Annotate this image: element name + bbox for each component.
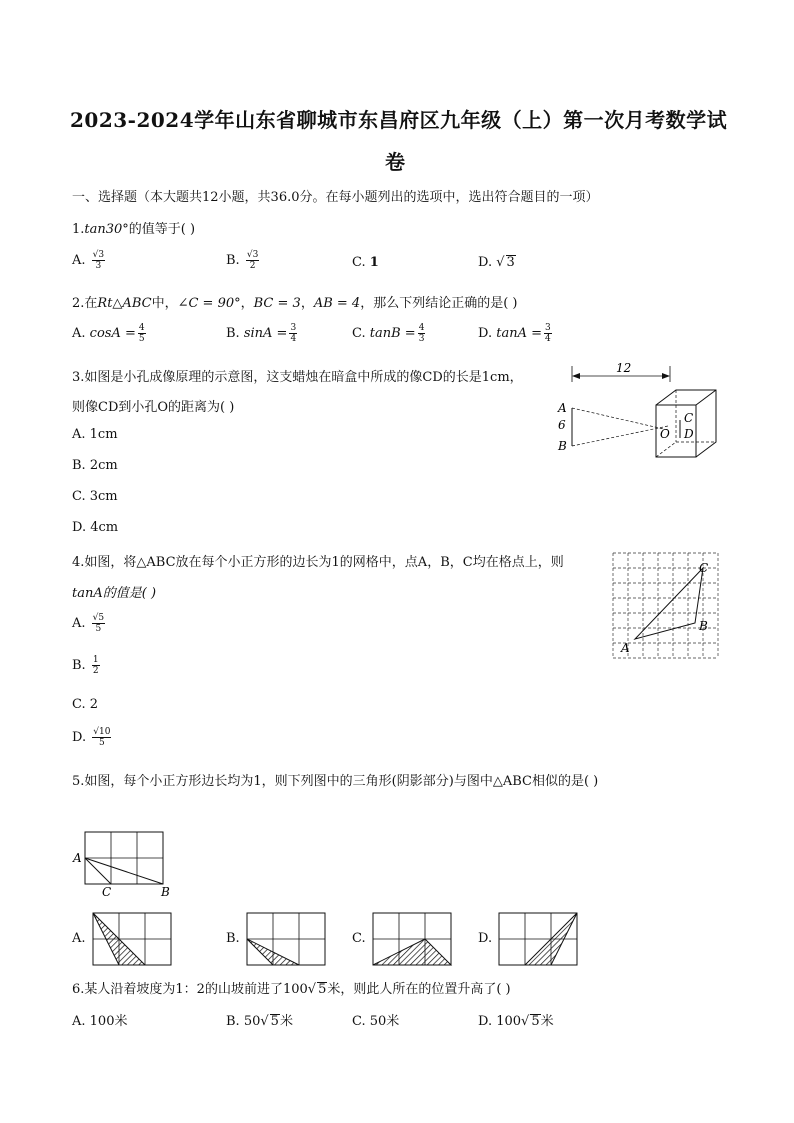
q5-option-b[interactable]: B. <box>226 931 240 946</box>
q4-option-b[interactable]: B. $\frac{1}{2}$ <box>72 655 99 676</box>
q2-option-d[interactable]: D. tanA = $\frac{3}{4}$ <box>478 323 551 344</box>
q5-option-d-figure <box>499 913 577 965</box>
label-o: O <box>660 427 670 441</box>
q5-option-d[interactable]: D. <box>478 931 493 946</box>
q6-option-a[interactable]: A. 100米 <box>72 1014 128 1029</box>
question-6-stem: 6.某人沿着坡度为1：2的山坡前进了100√ 5米，则此人所在的位置升高了( ) <box>72 982 511 997</box>
label-c: C <box>684 411 694 425</box>
q3-option-b[interactable]: B. 2cm <box>72 458 118 473</box>
option-label: C. <box>352 255 366 270</box>
q5-option-c[interactable]: C. <box>352 931 366 946</box>
q6-option-d[interactable]: D. 100√ 5米 <box>478 1014 554 1029</box>
q3-option-c[interactable]: C. 3cm <box>72 489 118 504</box>
shaded-triangle <box>373 939 451 965</box>
page-title: 2023-2024学年山东省聊城市东昌府区九年级（上）第一次月考数学试 <box>70 108 728 132</box>
question-text: 的值等于( ) <box>128 222 196 237</box>
label-c: C <box>102 885 112 899</box>
label-a: A <box>558 401 567 415</box>
q3-option-d[interactable]: D. 4cm <box>72 520 119 535</box>
fraction: $\frac{√3}{3}$ <box>92 250 105 271</box>
q6-option-c[interactable]: C. 50米 <box>352 1014 400 1029</box>
label-b: B <box>699 619 708 633</box>
fraction: $\frac{√3}{2}$ <box>246 250 259 271</box>
label-c: C <box>699 561 709 575</box>
q6-option-b[interactable]: B. 50√ 5米 <box>226 1014 293 1029</box>
page-title-continued: 卷 <box>385 150 406 174</box>
dim-label: 12 <box>616 361 632 375</box>
option-value: 1 <box>369 255 379 270</box>
question-4-stem: 4.如图，将△ABC放在每个小正方形的边长为1的网格中，点A，B，C均在格点上，则 <box>72 555 564 570</box>
q2-option-b[interactable]: B. sinA = $\frac{3}{4}$ <box>226 323 297 344</box>
label-a: A <box>621 641 630 655</box>
radicand: 3 <box>506 255 515 270</box>
q3-option-a[interactable]: A. 1cm <box>72 427 118 442</box>
q2-option-c[interactable]: C. tanB = $\frac{4}{3}$ <box>352 323 425 344</box>
question-5-stem: 5.如图，每个小正方形边长均为1，则下列图中的三角形(阴影部分)与图中△ABC相似的是( ) <box>72 774 599 789</box>
question-2-stem: 2.在Rt△ABC中，∠C = 90°，BC = 3，AB = 4，那么下列结论正确的是( ) <box>72 296 518 311</box>
q4-option-d[interactable]: D. $\frac{√10}{5}$ <box>72 727 111 748</box>
q1-option-d[interactable]: D. √ 3 <box>478 255 515 270</box>
q5-option-b-figure <box>247 913 325 965</box>
section-heading: 一、选择题（本大题共12小题，共36.0分。在每小题列出的选项中，选出符合题目的一项） <box>72 190 599 205</box>
option-label: D. <box>478 255 493 270</box>
math-expression: tan30° <box>84 222 129 237</box>
q5-option-a-figure <box>93 913 171 965</box>
q5-option-a[interactable]: A. <box>72 931 86 946</box>
question-3-stem-line2: 则像CD到小孔O的距离为( ) <box>72 400 235 415</box>
q2-option-a[interactable]: A. cosA = $\frac{4}{5}$ <box>72 323 145 344</box>
label-d: D <box>684 427 694 441</box>
label-6: 6 <box>558 418 566 432</box>
option-label: B. <box>226 253 240 268</box>
option-label: A. <box>72 253 86 268</box>
question-number: 1. <box>72 222 85 237</box>
q5-option-c-figure <box>373 913 451 965</box>
question-3-stem: 3.如图是小孔成像原理的示意图，这支蜡烛在暗盒中所成的像CD的长是1cm， <box>72 370 523 385</box>
question-4-stem-line2: tanA的值是( ) <box>72 586 157 601</box>
label-b: B <box>558 439 567 453</box>
label-a: A <box>73 851 82 865</box>
q4-option-a[interactable]: A. $\frac{√5}{5}$ <box>72 613 105 634</box>
q4-option-c[interactable]: C. 2 <box>72 697 99 712</box>
label-b: B <box>161 885 170 899</box>
